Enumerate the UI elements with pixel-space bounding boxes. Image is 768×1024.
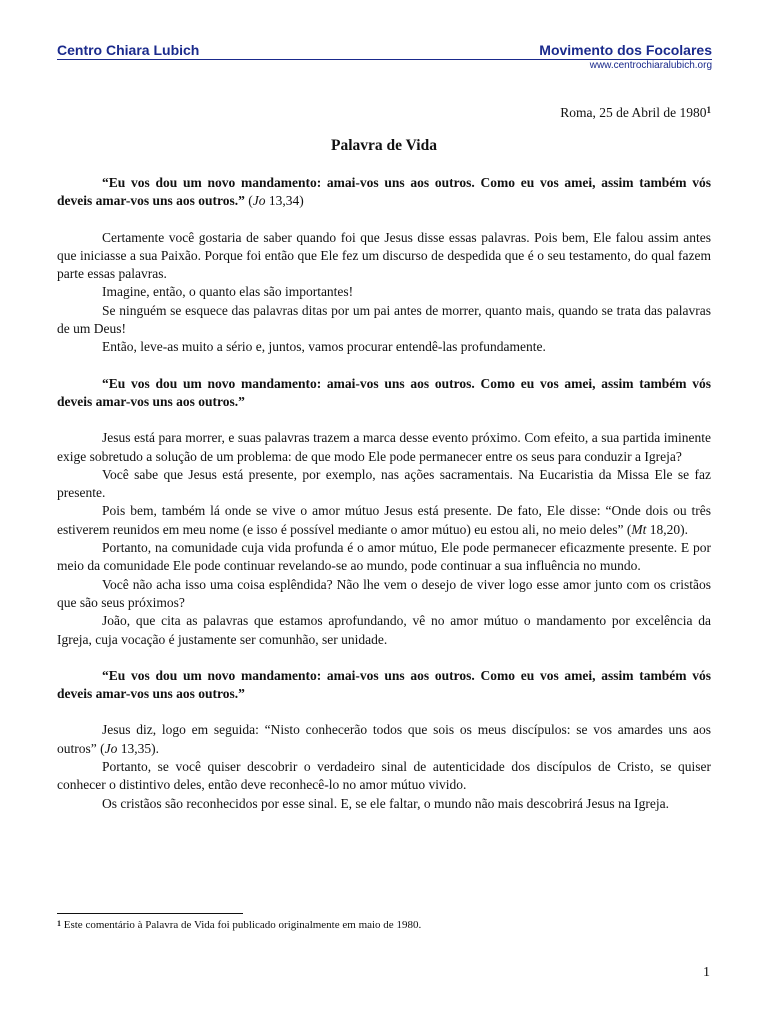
date-line — [57, 104, 711, 122]
header-organization: Centro Chiara Lubich — [57, 42, 200, 58]
page-number: 1 — [703, 965, 710, 980]
footnote-text: Este comentário à Palavra de Vida foi publicado originalmente em maio de 1980. — [61, 919, 422, 931]
quote-1-ref-rest: 13,34) — [265, 193, 304, 209]
date-text: Roma, 25 de Abril de 1980 — [560, 105, 707, 120]
paragraph — [57, 721, 711, 758]
header-url: www.centrochiaralubich.org — [589, 60, 712, 71]
paragraph: Portanto, na comunidade cuja vida profunda é o amor mútuo, Ele pode permanecer eficazmente presente. E por meio da comunidade Ele pode continuar revelando-se ao mundo, pode continuar a sua influência no mundo. — [57, 540, 711, 574]
scripture-book: Jo — [104, 740, 118, 756]
paragraph-text: Jesus diz, logo em seguida: “Nisto conhecerão todos que sois os meus discípulos: se vos amardes uns aos outros” ( — [57, 722, 711, 756]
document-body — [57, 104, 711, 813]
paragraph: Você sabe que Jesus está presente, por exemplo, nas ações sacramentais. Na Eucaristia da Missa Ele se faz presente. — [57, 466, 711, 501]
paragraph: Então, leve-as muito a sério e, juntos, vamos procurar entendê-las profundamente. — [102, 339, 546, 355]
paragraph: Imagine, então, o quanto elas são importantes! — [102, 284, 354, 300]
quote-2: “Eu vos dou um novo mandamento: amai-vos uns aos outros. Como eu vos amei, assim também vós deveis amar-vos uns aos outros.” — [57, 375, 711, 409]
quote-1 — [57, 174, 711, 211]
paragraph: Jesus está para morrer, e suas palavras trazem a marca desse evento próximo. Com efeito, a sua partida iminente exige sobretudo a solução de um problema: de que modo Ele pode permanecer entre os seus para conduzir a Igreja? — [57, 430, 711, 464]
quote-1-text: “Eu vos dou um novo mandamento: amai-vos uns aos outros. Como eu vos amei, assim também vós deveis amar-vos uns aos outros.” — [57, 175, 711, 209]
quote-3: “Eu vos dou um novo mandamento: amai-vos uns aos outros. Como eu vos amei, assim também vós deveis amar-vos uns aos outros.” — [57, 667, 711, 702]
paragraph: Portanto, se você quiser descobrir o verdadeiro sinal de autenticidade dos discípulos de Cristo, se quiser conhecer o distintivo deles, então deve reconhecê-lo no amor mútuo vivido. — [57, 759, 711, 793]
paragraph: Se ninguém se esquece das palavras ditas por um pai antes de morrer, quanto mais, quando se trata das palavras de um Deus! — [57, 302, 711, 337]
paragraph-text: 13,35). — [117, 740, 159, 756]
scripture-book: Mt — [631, 521, 647, 537]
paragraph-text: Pois bem, também lá onde se vive o amor mútuo Jesus está presente. De fato, Ele disse: “Onde dois ou três estiverem reunidos em meu nome (e isso é possível mediante o amor mútuo) eu estou ali, no meio deles” ( — [57, 503, 711, 537]
paragraph: Você não acha isso uma coisa esplêndida? Não lhe vem o desejo de viver logo esse amor junto com os cristãos que são seus próximos? — [57, 576, 711, 610]
paragraph: Os cristãos são reconhecidos por esse sinal. E, se ele faltar, o mundo não mais descobrirá Jesus na Igreja. — [102, 795, 670, 811]
paragraph: Certamente você gostaria de saber quando foi que Jesus disse essas palavras. Pois bem, Ele falou assim antes que iniciasse a sua Paixão. Porque foi então que Ele fez um discurso de despedida que é o seu testamento, do qual fazem parte essas palavras. — [57, 229, 711, 282]
footnote-ref: 1 — [706, 105, 711, 115]
paragraph: João, que cita as palavras que estamos aprofundando, vê no amor mútuo o mandamento por excelência da Igreja, cuja vocação é justamente ser comunhão, ser unidade. — [57, 613, 711, 647]
footnote-mark: 1 — [57, 919, 61, 928]
footnote-divider — [57, 913, 243, 914]
paragraph-text: 18,20). — [646, 521, 688, 537]
quote-1-ref-book: Jo — [252, 193, 266, 209]
quote-1-ref-open: ( — [244, 193, 253, 209]
header-movement: Movimento dos Focolares — [539, 42, 712, 58]
page-title: Palavra de Vida — [331, 137, 437, 154]
paragraph — [57, 502, 711, 539]
footnote — [57, 919, 421, 931]
